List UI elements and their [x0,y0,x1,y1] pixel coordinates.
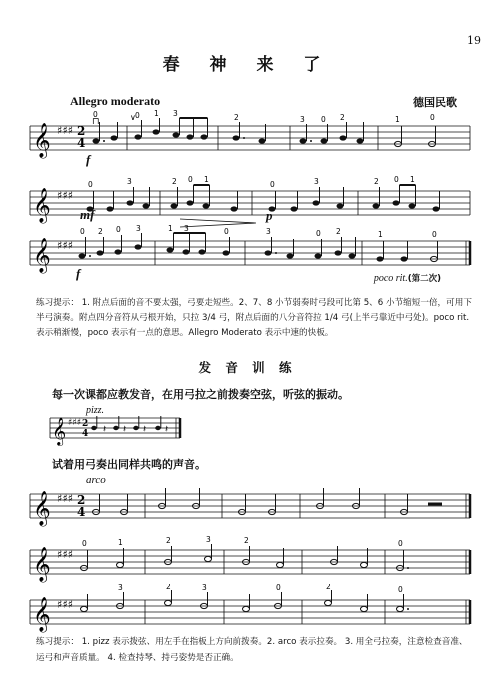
fingering: 0 [93,110,98,119]
fingering: 3 [136,225,141,233]
pizz-label: pizz. [86,405,105,416]
fingering: 1 [378,230,383,239]
fingering: 2 [172,177,177,186]
instruction-2: 试着用弓奏出同样共鸣的声音。 [52,458,206,471]
svg-text:𝄞: 𝄞 [33,123,51,158]
fingering: 0 [82,539,87,548]
music-staff-1 [0,110,495,180]
svg-text:♯♯♯: ♯♯♯ [57,548,73,561]
staff-6-fingerings [82,535,403,548]
dynamic-mf: mf [80,207,95,222]
fingering: 3 [266,227,271,236]
staff-7-fingerings [118,584,403,594]
dynamic-p: p [266,208,273,223]
dynamic-f-1: f [86,152,91,167]
page-title: 春 神 来 了 [162,55,333,75]
tempo-marking: Allegro moderato [70,94,161,108]
fingering: 0 [270,180,275,189]
svg-text:𝄞: 𝄞 [52,417,67,445]
staff-2-fingerings [88,175,415,189]
svg-text:♯♯♯: ♯♯♯ [57,492,73,505]
fingering: 1 [154,110,159,118]
fingering: 0 [188,175,193,184]
dynamic-f-2: f [76,266,81,281]
fingering: 2 [336,227,341,236]
fingering: 1 [395,115,400,124]
svg-text:∨: ∨ [130,113,136,122]
fingering: 0 [80,227,85,236]
fingering: 1 [204,175,209,184]
fingering: 0 [398,539,403,548]
fingering: 2 [244,536,249,545]
fingering: 0 [116,225,121,234]
svg-text:♯♯♯: ♯♯♯ [57,239,73,252]
instruction-1: 每一次课都应教发音，在用弓拉之前拨奏空弦，听弦的振动。 [52,388,349,401]
fingering: 2 [374,177,379,186]
fingering: 2 [166,584,171,591]
svg-text:𝄞: 𝄞 [33,188,51,223]
arco-label: arco [86,474,106,486]
svg-text:♯♯♯: ♯♯♯ [57,189,73,202]
practice-note-2: 练习提示： 1. pizz 表示拨弦、用左手在指板上方向前拨奏。2. arco 表示拉奏。 3. 用全弓拉奏，注意检查音准、运弓和声音质量。 4. 检查持琴、持弓姿势是否正确。 [36,637,468,663]
fingering: 0 [316,229,321,238]
poco-rit-marking [374,272,441,284]
page-number: 19 [467,34,481,47]
fingering: 3 [202,584,207,592]
fingering: 3 [118,584,123,592]
section-title: 发 音 训 练 [198,360,297,375]
fingering: 0 [224,227,229,236]
svg-text:𝄞: 𝄞 [33,547,51,582]
fingering: 2 [326,584,331,591]
fingering: 0 [394,175,399,184]
svg-text:4: 4 [82,429,89,439]
fingering: 2 [340,113,345,122]
music-staff-3 [0,225,495,295]
fingering: 0 [88,180,93,189]
svg-text:♯♯♯: ♯♯♯ [57,124,73,137]
fingering: 2 [98,227,103,236]
staff-3-notation [0,225,495,295]
staff-1-fingerings [93,110,435,124]
poco-rit-suffix: (第二次) [407,274,441,284]
svg-text:𝄞: 𝄞 [33,597,51,632]
svg-text:2: 2 [77,493,86,507]
svg-text:2: 2 [77,124,86,138]
fingering: 0 [432,230,437,239]
fingering: 0 [135,111,140,120]
poco-rit-text: poco rit. [373,273,408,284]
svg-text:𝄽: 𝄽 [103,424,107,435]
fingering: 3 [206,535,211,544]
fingering: 2 [166,536,171,545]
svg-text:4: 4 [77,505,86,519]
fingering: 3 [300,115,305,124]
svg-text:𝄽: 𝄽 [165,424,169,435]
staff-3-fingerings [80,225,437,239]
fingering: 0 [430,113,435,122]
fingering: 3 [314,177,319,186]
fingering: 1 [410,175,415,184]
staff-1-notation [0,110,495,180]
svg-text:𝄞: 𝄞 [33,238,51,273]
music-staff-4 [0,412,495,446]
fingering: 0 [276,584,281,592]
fingering: 3 [127,177,132,186]
svg-text:4: 4 [77,136,86,150]
fingering: 0 [321,115,326,124]
fingering: 0 [398,585,403,594]
fingering: 1 [168,225,173,233]
svg-text:2: 2 [82,419,89,429]
fingering: 3 [173,110,178,118]
svg-text:♯♯♯: ♯♯♯ [57,598,73,611]
svg-text:𝄞: 𝄞 [33,491,51,526]
svg-text:⊓: ⊓ [92,117,100,127]
fingering: 3 [184,225,189,233]
staff-4-notation [0,412,495,446]
fingering: 1 [118,538,123,547]
svg-text:𝄽: 𝄽 [143,424,147,435]
song-origin: 德国民歌 [413,96,457,109]
fingering: 2 [234,113,239,122]
practice-note-1: 练习提示： 1. 附点后面的音不要太强，弓要走短些。2、7、8 小节弱奏时弓段可比第 5、6 小节缩短一倍，可用下半弓演奏。附点四分音符从弓根开始，只拉 3/4 弓，附点后面的八分音符拉 1/4 弓(上半弓靠近中弓处)。poco rit. 表示稍渐慢，poco 表示有一点的意思。Allegro Moderato 表示中速的快板。 [36,298,472,338]
svg-text:𝄽: 𝄽 [123,424,127,435]
svg-text:♯♯♯: ♯♯♯ [68,418,82,428]
